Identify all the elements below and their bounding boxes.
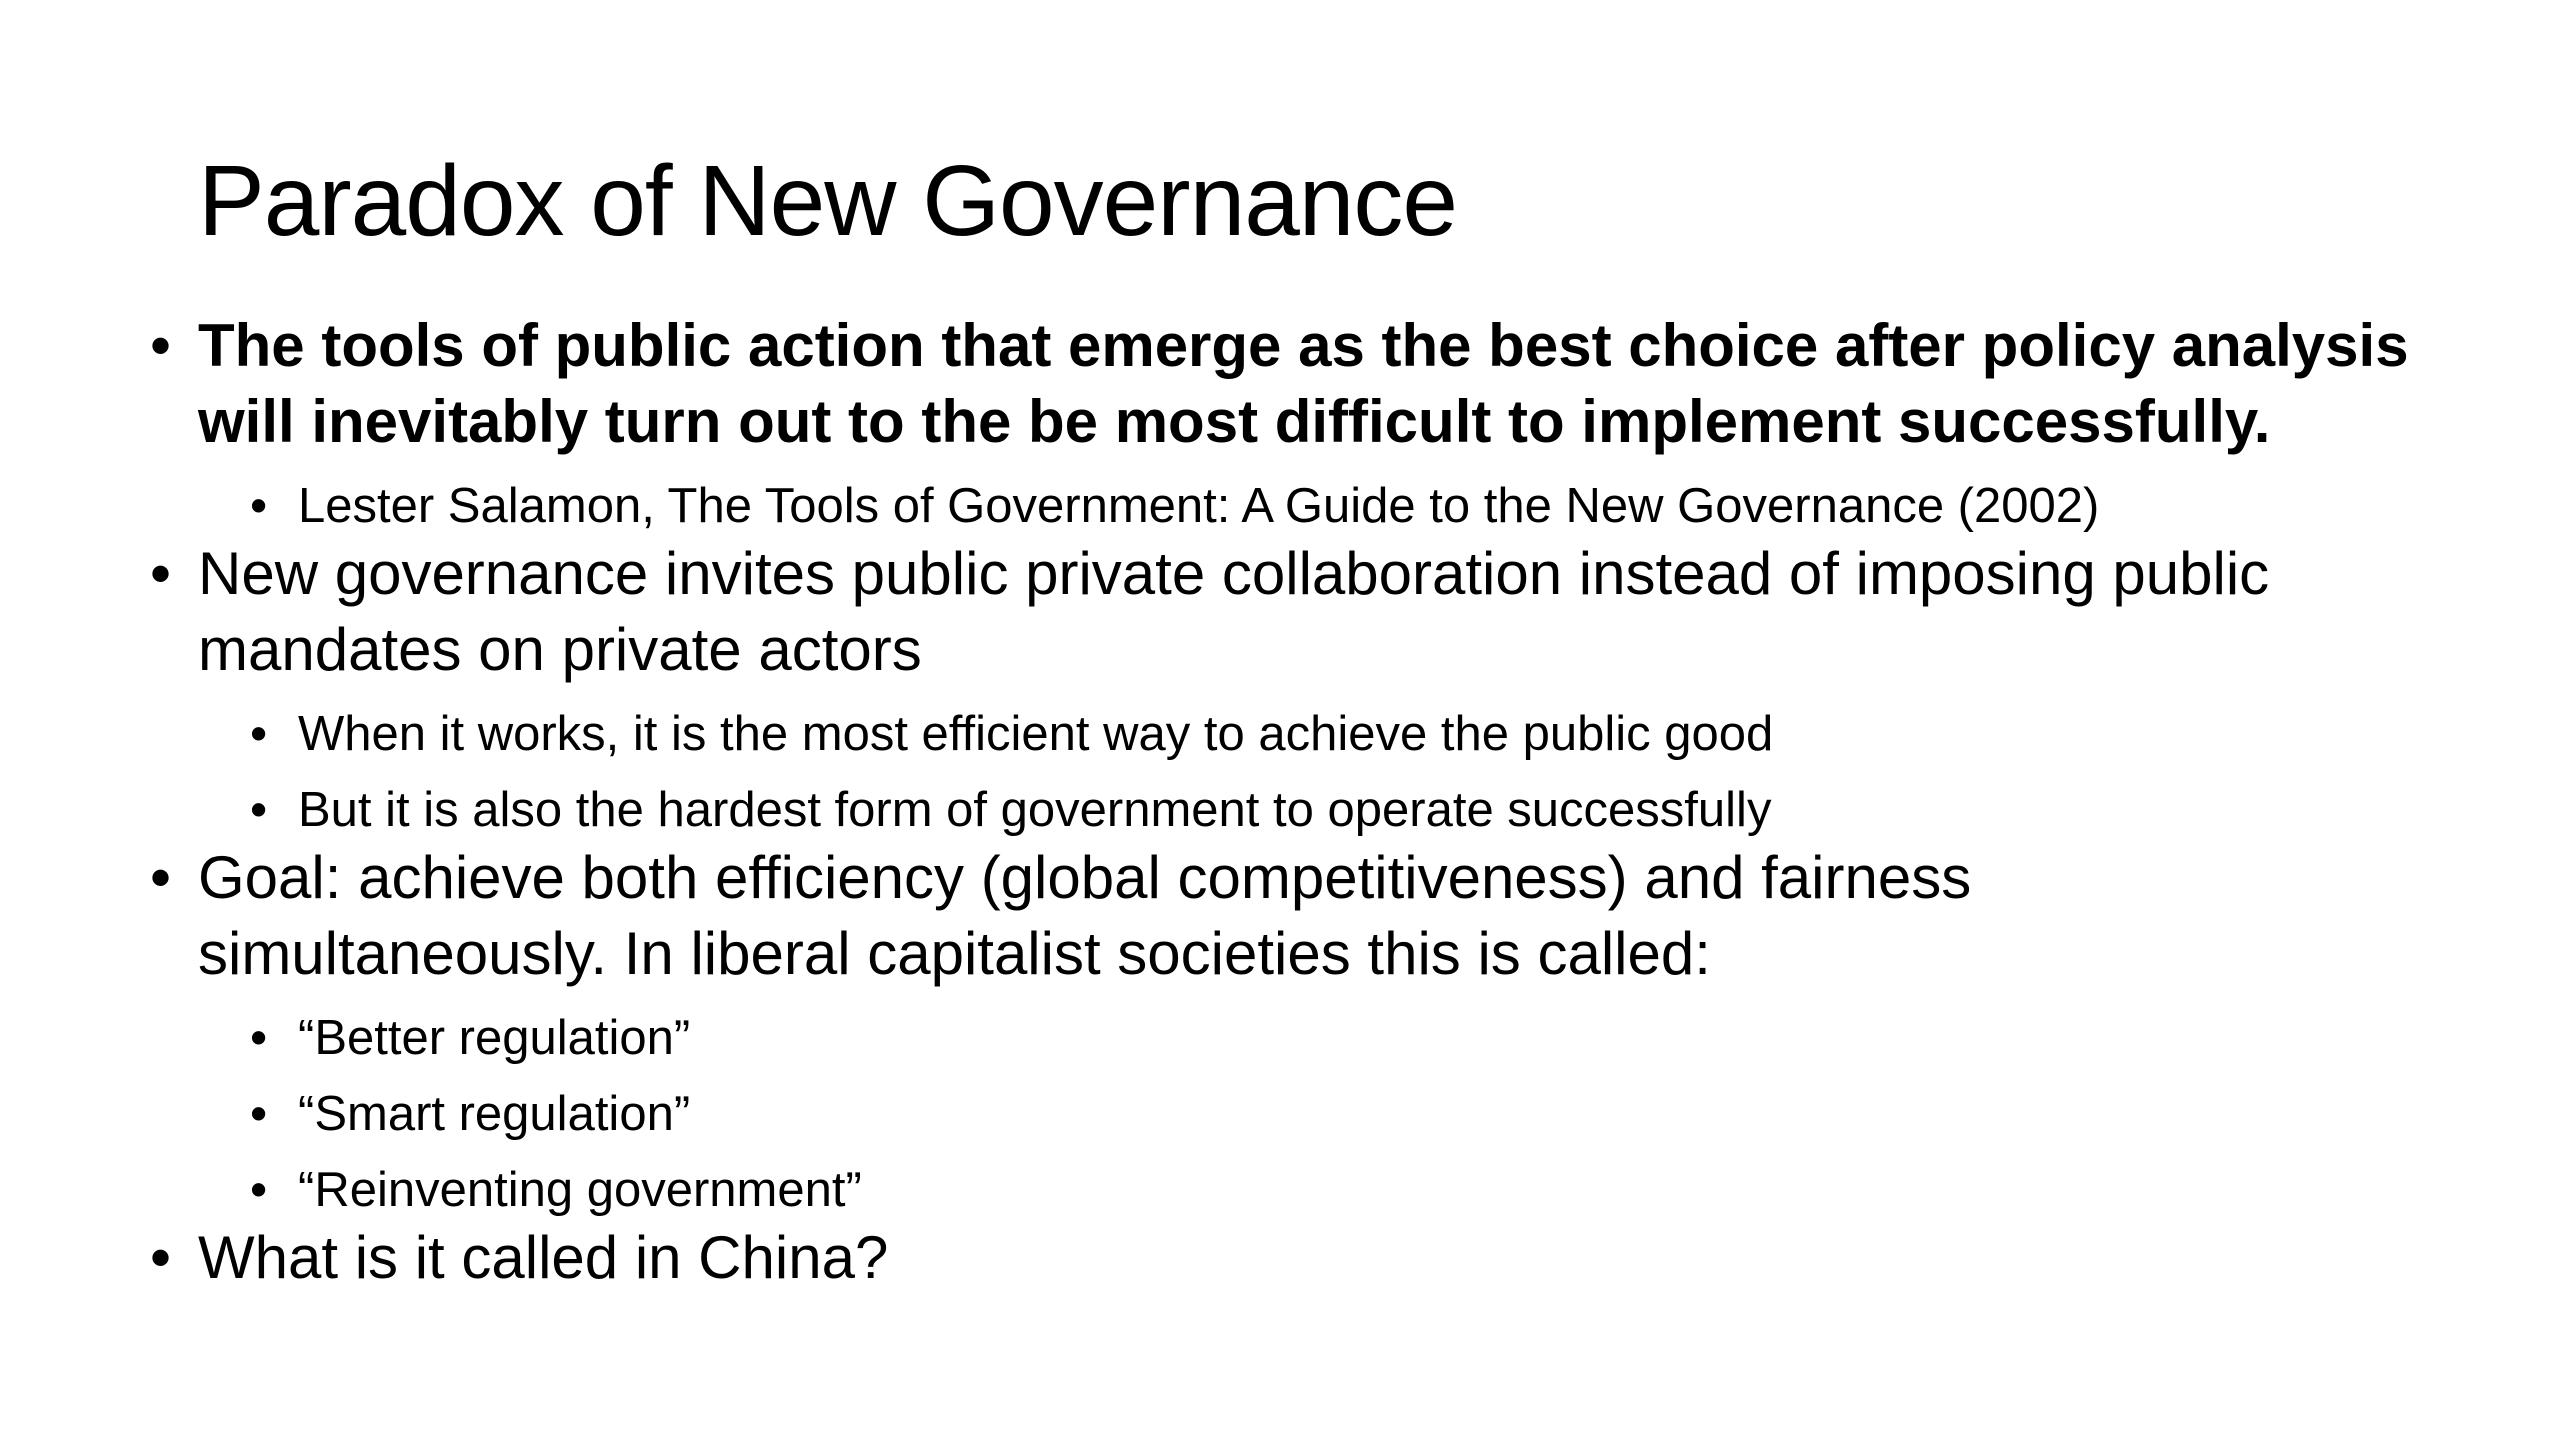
bullet-point	[150, 536, 2450, 688]
sub-bullet-text: Lester Salamon, The Tools of Government: A Guide to the New Governance (2002)	[298, 479, 2100, 533]
sub-bullet-point	[150, 476, 2450, 536]
bullet-group-1	[150, 308, 2450, 536]
bullet-text-line: simultaneously. In liberal capitalist societies this is called:	[198, 920, 1711, 987]
bullet-text-line: mandates on private actors	[198, 616, 922, 683]
slide-title: Paradox of New Governance	[198, 145, 1458, 257]
sub-bullet-point	[150, 780, 2450, 840]
bullet-icon: •	[150, 540, 172, 607]
bullet-text-line: will inevitably turn out to the be most difficult to implement successfully.	[198, 388, 2271, 455]
bullet-point	[150, 308, 2450, 460]
bullet-icon: •	[250, 479, 268, 533]
sub-bullet-point	[150, 1160, 2450, 1220]
sub-bullet-point	[150, 1084, 2450, 1144]
bullet-icon: •	[150, 1224, 172, 1291]
sub-bullet-text: “Better regulation”	[298, 1011, 691, 1065]
bullet-group-3	[150, 840, 2450, 1220]
sub-bullet-text: “Reinventing government”	[298, 1163, 862, 1217]
bullet-text-line: What is it called in China?	[198, 1224, 889, 1291]
bullet-icon: •	[250, 1163, 268, 1217]
bullet-group-2	[150, 536, 2450, 840]
bullet-icon: •	[250, 1087, 268, 1141]
bullet-icon: •	[250, 1011, 268, 1065]
bullet-group-4	[150, 1220, 2450, 1296]
bullet-point	[150, 1220, 2450, 1296]
bullet-text-line: New governance invites public private collaboration instead of imposing public	[198, 540, 2270, 607]
sub-bullet-point	[150, 1008, 2450, 1068]
bullet-icon: •	[150, 312, 172, 379]
sub-bullet-text: But it is also the hardest form of government to operate successfully	[298, 783, 1772, 837]
bullet-icon: •	[250, 783, 268, 837]
sub-bullet-text: “Smart regulation”	[298, 1087, 691, 1141]
bullet-icon: •	[250, 707, 268, 761]
slide-body	[150, 308, 2450, 1296]
sub-bullet-text: When it works, it is the most efficient way to achieve the public good	[298, 707, 1774, 761]
sub-bullet-point	[150, 704, 2450, 764]
bullet-text-line: Goal: achieve both efficiency (global competitiveness) and fairness	[198, 844, 1972, 911]
bullet-icon: •	[150, 844, 172, 911]
bullet-point	[150, 840, 2450, 992]
bullet-text-line: The tools of public action that emerge as the best choice after policy analysis	[198, 312, 2409, 379]
